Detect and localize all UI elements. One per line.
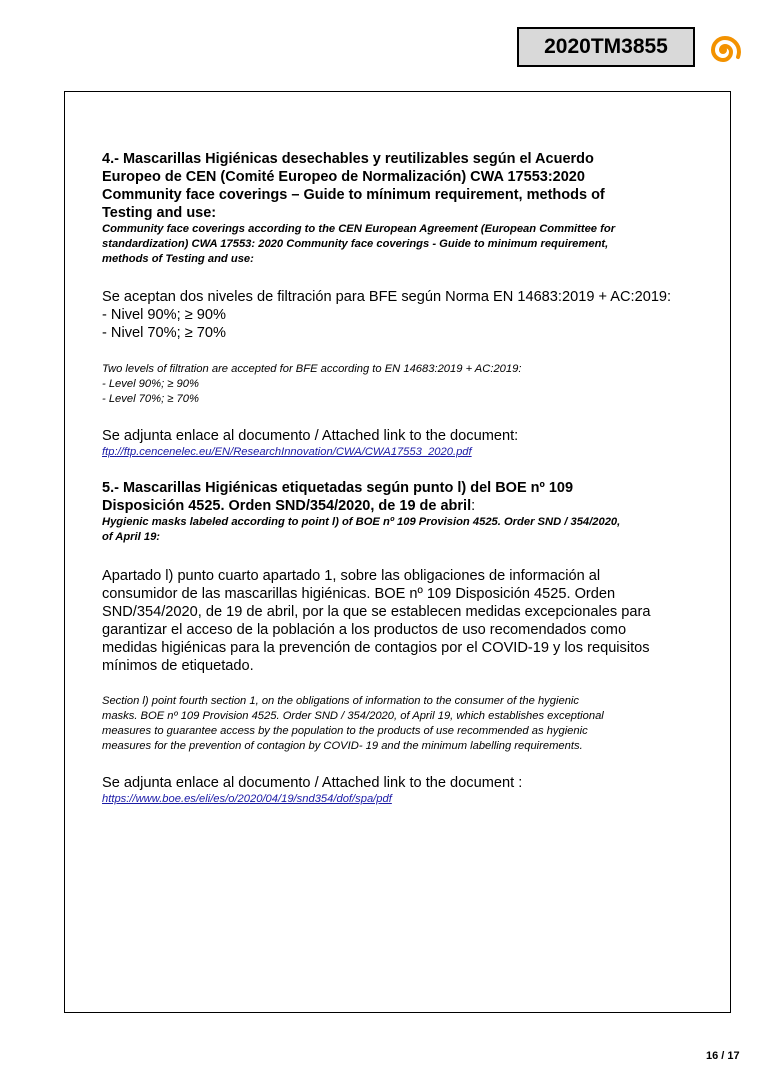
page-number: 16 / 17 (706, 1050, 740, 1062)
body-en-line: masks. BOE nº 109 Provision 4525. Order SND / 354/2020, of April 19, which establishes exceptional (102, 710, 604, 722)
section-5-heading (102, 479, 712, 515)
body-en-line: measures for the prevention of contagion by COVID- 19 and the minimum labelling requirements. (102, 740, 583, 752)
heading-line (102, 497, 712, 515)
section-5-attached-label: Se adjunta enlace al documento / Attached link to the document : (102, 775, 523, 791)
section-5-body-english (102, 694, 712, 754)
body-en-line: Section l) point fourth section 1, on the obligations of information to the consumer of the hygienic (102, 695, 579, 707)
spiral-logo-icon (703, 30, 743, 70)
body-line: garantizar el acceso de la población a los productos de uso recomendados como (102, 622, 627, 638)
body-line: SND/354/2020, de 19 de abril, por la que se establecen medidas excepcionales para (102, 604, 651, 620)
section-5-heading-english (102, 515, 712, 545)
page-content (102, 150, 712, 807)
document-reference-box (517, 27, 695, 67)
heading-order-text: Disposición 4525. Orden SND/354/2020, de 19 de abril (102, 498, 472, 514)
heading-line: 5.- Mascarillas Higiénicas etiquetadas según punto l) del BOE nº 109 (102, 480, 574, 496)
body-line: Apartado l) punto cuarto apartado 1, sobre las obligaciones de información al (102, 568, 601, 584)
heading-line: Community face coverings – Guide to mínimum requirement, methods of (102, 187, 605, 203)
heading-en-line: of April 19: (102, 531, 161, 543)
section-5-document-link[interactable]: https://www.boe.es/eli/es/o/2020/04/19/snd354/dof/spa/pdf (102, 793, 392, 805)
heading-line: Testing and use: (102, 205, 217, 221)
section-4-heading (102, 150, 712, 222)
heading-en-line: Hygienic masks labeled according to point l) of BOE nº 109 Provision 4525. Order SND / 354/2020, (102, 516, 621, 528)
body-line: - Nivel 90%; ≥ 90% (102, 307, 226, 323)
heading-line: 4.- Mascarillas Higiénicas desechables y reutilizables según el Acuerdo (102, 151, 594, 167)
body-en-line: - Level 90%; ≥ 90% (102, 378, 199, 390)
body-line: medidas higiénicas para la prevención de contagios por el COVID-19 y los requisitos (102, 640, 650, 656)
body-line: mínimos de etiquetado. (102, 658, 254, 674)
body-line: - Nivel 70%; ≥ 70% (102, 325, 226, 341)
body-en-line: measures to guarantee access by the population to the products of use recommended as hygienic (102, 725, 588, 737)
body-en-line: Two levels of filtration are accepted for BFE according to EN 14683:2019 + AC:2019: (102, 363, 522, 375)
heading-en-line: methods of Testing and use: (102, 253, 254, 265)
heading-en-line: Community face coverings according to the CEN European Agreement (European Committee for (102, 223, 616, 235)
section-4-body-english (102, 362, 712, 407)
body-en-line: - Level 70%; ≥ 70% (102, 393, 199, 405)
section-4-body-spanish (102, 288, 712, 342)
section-5-body-spanish (102, 567, 712, 675)
section-4-heading-english (102, 222, 712, 267)
section-4-attached-label: Se adjunta enlace al documento / Attached link to the document: (102, 428, 519, 444)
heading-line: Europeo de CEN (Comité Europeo de Normalización) CWA 17553:2020 (102, 169, 585, 185)
section-4-document-link[interactable]: ftp://ftp.cencenelec.eu/EN/ResearchInnovation/CWA/CWA17553_2020.pdf (102, 446, 472, 458)
body-line: consumidor de las mascarillas higiénicas. BOE nº 109 Disposición 4525. Orden (102, 586, 616, 602)
heading-colon: : (471, 498, 476, 514)
heading-en-line: standardization) CWA 17553: 2020 Community face coverings - Guide to minimum requirement, (102, 238, 609, 250)
document-reference: 2020TM3855 (544, 35, 668, 58)
body-line: Se aceptan dos niveles de filtración para BFE según Norma EN 14683:2019 + AC:2019: (102, 289, 672, 305)
